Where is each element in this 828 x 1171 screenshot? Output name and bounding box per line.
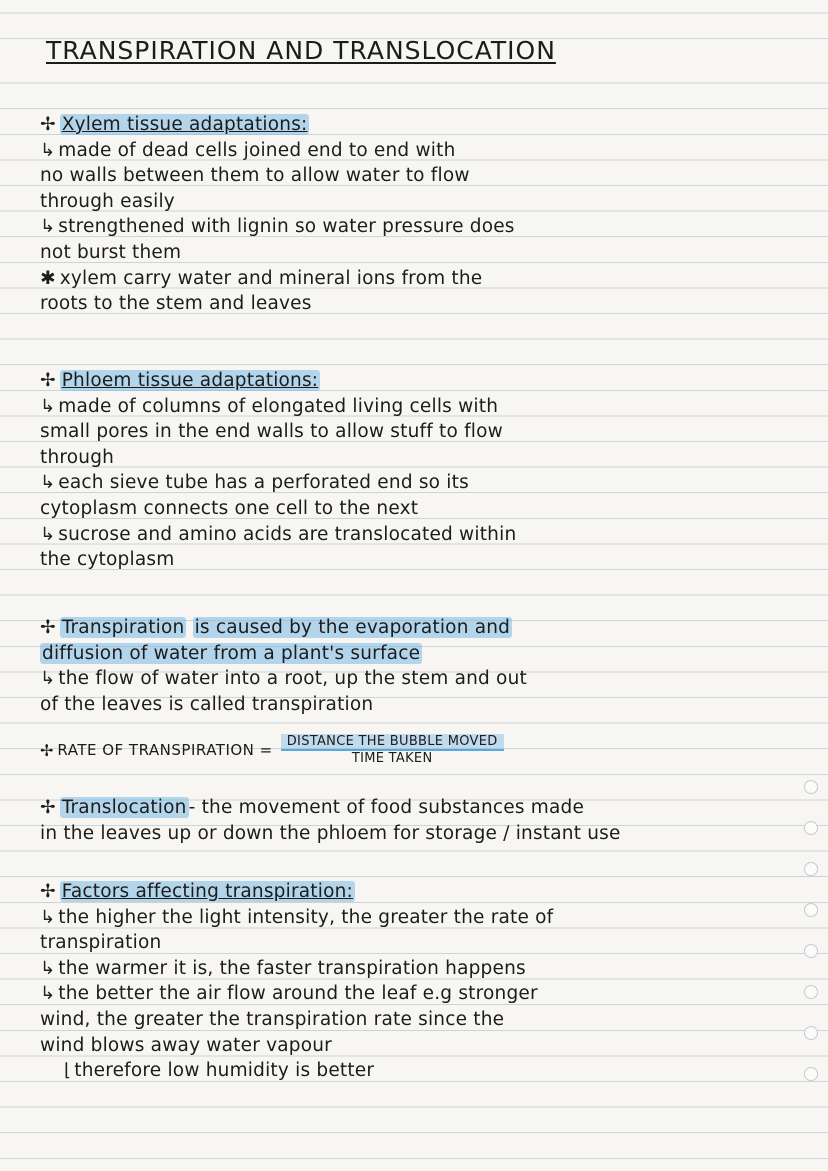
binder-hole bbox=[804, 985, 818, 999]
transpiration-line: of the leaves is called transpiration bbox=[40, 693, 374, 715]
phloem-line: each sieve tube has a perforated end so its bbox=[58, 472, 469, 494]
phloem-line: the cytoplasm bbox=[40, 549, 175, 571]
transpiration-section bbox=[40, 615, 527, 717]
transpiration-term: Transpiration bbox=[61, 617, 185, 638]
binder-hole bbox=[804, 944, 818, 958]
transpiration-line: the flow of water into a root, up the stem and out bbox=[58, 668, 527, 690]
page-title: TRANSPIRATION AND TRANSLOCATION bbox=[46, 36, 556, 65]
xylem-line: not burst them bbox=[40, 241, 182, 263]
xylem-line: strengthened with lignin so water pressure does bbox=[58, 216, 515, 238]
factors-line: wind blows away water vapour bbox=[40, 1034, 332, 1056]
formula-denominator: TIME TAKEN bbox=[351, 751, 433, 766]
xylem-section bbox=[40, 112, 515, 317]
arrow-icon: ↳ bbox=[40, 472, 56, 494]
arrow-icon: ↳ bbox=[40, 983, 56, 1005]
xylem-heading: Xylem tissue adaptations: bbox=[61, 114, 308, 135]
xylem-line: xylem carry water and mineral ions from the bbox=[59, 267, 483, 289]
arrow-icon: ↳ bbox=[40, 523, 56, 545]
factors-line: transpiration bbox=[40, 932, 162, 954]
binder-hole bbox=[804, 821, 818, 835]
translocation-line: in the leaves up or down the phloem for storage / instant use bbox=[40, 822, 621, 844]
binder-hole bbox=[804, 780, 818, 794]
binder-hole bbox=[804, 903, 818, 917]
arrow-icon: ↳ bbox=[40, 957, 56, 979]
phloem-line: cytoplasm connects one cell to the next bbox=[40, 497, 419, 519]
binder-hole bbox=[804, 1026, 818, 1040]
phloem-line: small pores in the end walls to allow stuff to flow bbox=[40, 421, 503, 443]
factors-heading: Factors affecting transpiration: bbox=[61, 881, 353, 902]
star-icon: ✢ bbox=[40, 740, 54, 760]
star-icon: ✢ bbox=[40, 617, 56, 638]
transpiration-definition: is caused by the evaporation and bbox=[194, 617, 511, 638]
star-icon: ✢ bbox=[40, 881, 56, 902]
binder-hole bbox=[804, 1067, 818, 1081]
phloem-line: made of columns of elongated living cells with bbox=[58, 395, 499, 417]
phloem-line: sucrose and amino acids are translocated within bbox=[58, 523, 517, 545]
translocation-section bbox=[40, 795, 621, 846]
arrow-icon: ↳ bbox=[40, 216, 56, 238]
transpiration-definition-cont: diffusion of water from a plant's surface bbox=[42, 642, 421, 664]
factors-line: therefore low humidity is better bbox=[74, 1060, 375, 1082]
phloem-section bbox=[40, 368, 516, 573]
xylem-line: no walls between them to allow water to flow bbox=[40, 165, 470, 187]
factors-line: the better the air flow around the leaf e.g stronger bbox=[58, 983, 538, 1005]
binder-holes bbox=[804, 780, 820, 1108]
factors-line: wind, the greater the transpiration rate since the bbox=[40, 1008, 505, 1030]
factors-line: the higher the light intensity, the greater the rate of bbox=[58, 906, 554, 928]
formula-numerator: DISTANCE THE BUBBLE MOVED bbox=[281, 734, 504, 751]
factors-section bbox=[40, 879, 553, 1084]
star-icon: ✢ bbox=[40, 797, 56, 818]
phloem-heading: Phloem tissue adaptations: bbox=[61, 370, 319, 391]
xylem-line: made of dead cells joined end to end with bbox=[58, 139, 456, 161]
translocation-definition: - the movement of food substances made bbox=[188, 797, 585, 818]
xylem-line: through easily bbox=[40, 190, 175, 212]
star-icon: ✢ bbox=[40, 370, 56, 391]
factors-line: the warmer it is, the faster transpiration happens bbox=[58, 957, 526, 979]
binder-hole bbox=[804, 862, 818, 876]
phloem-line: through bbox=[40, 446, 115, 468]
arrow-icon: ↳ bbox=[40, 139, 56, 161]
formula-fraction bbox=[281, 734, 504, 766]
xylem-line: roots to the stem and leaves bbox=[40, 293, 312, 315]
star-icon: ✢ bbox=[40, 114, 56, 135]
arrow-icon: ↳ bbox=[40, 668, 56, 690]
arrow-icon: ↳ bbox=[40, 395, 56, 417]
transpiration-rate-formula bbox=[40, 734, 504, 766]
arrow-icon: ↳ bbox=[40, 906, 56, 928]
sub-arrow-icon: ⌊ bbox=[64, 1060, 72, 1082]
formula-label: RATE OF TRANSPIRATION = bbox=[57, 741, 273, 759]
asterisk-icon: ✱ bbox=[40, 267, 56, 289]
translocation-term: Translocation bbox=[61, 797, 187, 818]
